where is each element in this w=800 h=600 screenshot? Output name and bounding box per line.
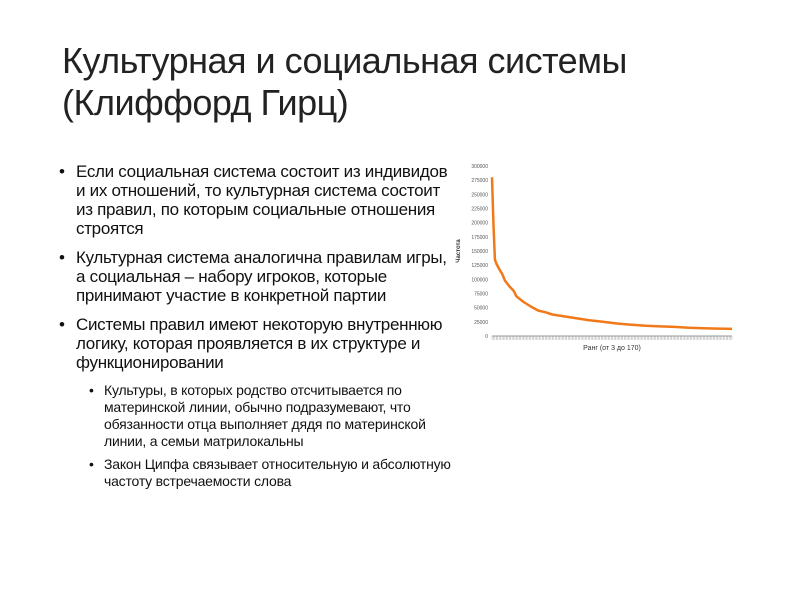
y-tick-label: 300000 — [471, 164, 488, 170]
y-tick-label: 50000 — [474, 305, 488, 312]
bullet-item: • Системы правил имеют некоторую внутреннюю логику, которая проявляется в их структуре и функционировании — [58, 315, 453, 372]
y-tick-label: 75000 — [474, 291, 488, 298]
zipf-chart — [452, 158, 742, 358]
y-tick-label: 100000 — [471, 277, 488, 284]
y-tick-label: 200000 — [471, 220, 488, 227]
y-axis-label: Частота — [456, 239, 462, 263]
bullet-list — [58, 162, 453, 496]
y-tick-labels — [471, 164, 488, 340]
y-tick-label: 25000 — [474, 319, 488, 326]
y-tick-label: 0 — [485, 334, 488, 340]
title-line-2: (Клиффорд Гирц) — [62, 82, 349, 123]
y-tick-label: 250000 — [471, 192, 488, 199]
sub-bullet-item: • Закон Ципфа связывает относительную и абсолютную частоту встречаемости слова — [58, 456, 453, 490]
bullet-item: • Культурная система аналогична правилам игры, а социальная – набору игроков, которые принимают участие в конкретной партии — [58, 248, 453, 305]
y-tick-label: 275000 — [471, 178, 488, 185]
y-tick-label: 175000 — [471, 234, 488, 241]
series-line — [492, 177, 732, 329]
y-tick-label: 125000 — [471, 263, 488, 270]
x-tick-marks — [492, 336, 732, 340]
x-axis-label: Ранг (от 3 до 170) — [583, 345, 641, 352]
y-tick-label: 150000 — [471, 249, 488, 255]
bullet-item: • Если социальная система состоит из индивидов и их отношений, то культурная система состоит из правил, по которым социальные отношения строятся — [58, 162, 453, 238]
sub-bullet-item: • Культуры, в которых родство отсчитывается по материнской линии, обычно подразумевают, что обязанности отца выполняет дядя по материнской линии, а семьи матрилокальны — [58, 382, 453, 450]
y-tick-label: 225000 — [471, 206, 488, 213]
title-line-1: Культурная и социальная системы — [62, 40, 627, 81]
slide-title — [62, 40, 762, 124]
